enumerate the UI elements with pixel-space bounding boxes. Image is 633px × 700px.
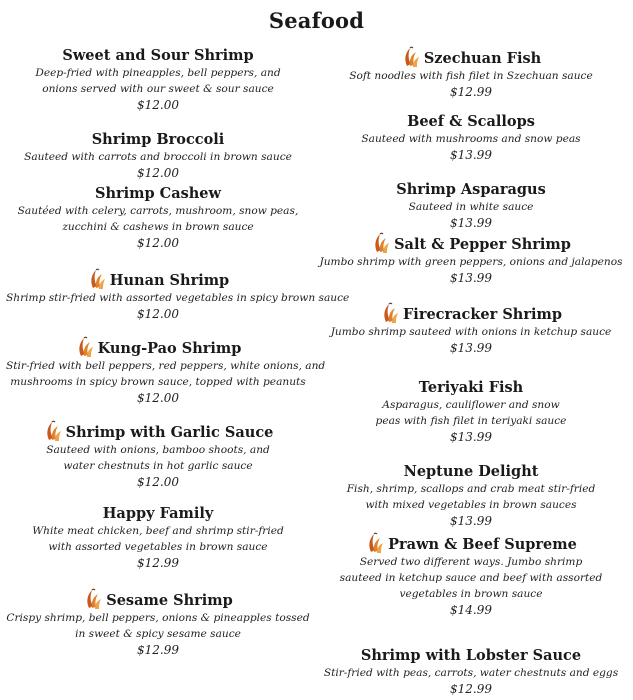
menu-item-price: $12.99 bbox=[137, 643, 179, 657]
menu-item-description: Jumbo shrimp with green peppers, onions and jalapenos bbox=[319, 256, 623, 268]
menu-item bbox=[318, 532, 624, 619]
menu-item-price: $12.00 bbox=[137, 166, 179, 180]
menu-item-name bbox=[6, 420, 310, 442]
menu-item-description: peas with fish filet in teriyaki sauce bbox=[375, 415, 567, 427]
menu-item-name bbox=[318, 112, 624, 131]
menu-item-price: $12.99 bbox=[450, 85, 492, 99]
menu-item-description: onions served with our sweet & sour sauce bbox=[42, 83, 274, 95]
menu-item-price: $13.99 bbox=[450, 271, 492, 285]
spicy-pepper-icon bbox=[365, 532, 385, 554]
menu-item-name bbox=[6, 336, 310, 358]
menu-item-name-text: Shrimp with Garlic Sauce bbox=[65, 424, 274, 441]
menu-item bbox=[6, 130, 310, 182]
menu-item-price: $13.99 bbox=[450, 341, 492, 355]
menu-item-description: Sautéed with celery, carrots, mushroom, snow peas, bbox=[17, 205, 299, 217]
menu-item-price: $13.99 bbox=[450, 148, 492, 162]
menu-item-price: $12.00 bbox=[137, 391, 179, 405]
menu-item bbox=[6, 504, 310, 572]
menu-item-description: Sauteed in white sauce bbox=[408, 201, 534, 213]
menu-item-name bbox=[318, 646, 624, 665]
menu-item-name bbox=[318, 232, 624, 254]
menu-item-name bbox=[6, 184, 310, 203]
menu-item-description: Asparagus, cauliflower and snow bbox=[382, 399, 560, 411]
menu-item-name bbox=[6, 46, 310, 65]
menu-item-description: water chestnuts in hot garlic sauce bbox=[63, 460, 253, 472]
menu-item-name bbox=[318, 302, 624, 324]
menu-item-price: $14.99 bbox=[450, 603, 492, 617]
menu-item-name bbox=[6, 130, 310, 149]
menu-item-price: $13.99 bbox=[450, 430, 492, 444]
menu-item-name bbox=[318, 180, 624, 199]
menu-item bbox=[6, 420, 310, 491]
menu-item-name-text: Shrimp with Lobster Sauce bbox=[360, 647, 582, 664]
spicy-pepper-icon bbox=[401, 46, 421, 68]
menu-item-name-text: Salt & Pepper Shrimp bbox=[394, 236, 571, 253]
menu-item-name-text: Prawn & Beef Supreme bbox=[388, 536, 577, 553]
menu-item-name-text: Hunan Shrimp bbox=[109, 272, 230, 289]
menu-item-price: $12.00 bbox=[137, 307, 179, 321]
menu-item-name-text: Neptune Delight bbox=[403, 463, 539, 480]
menu-item-price: $12.00 bbox=[137, 475, 179, 489]
menu-item bbox=[318, 462, 624, 530]
page-title: Seafood bbox=[268, 8, 365, 33]
menu-item-name-text: Happy Family bbox=[102, 505, 214, 522]
menu-item-name-text: Kung-Pao Shrimp bbox=[97, 340, 242, 357]
menu-item-name bbox=[6, 504, 310, 523]
spicy-pepper-icon bbox=[371, 232, 391, 254]
menu-item-name-text: Shrimp Broccoli bbox=[91, 131, 225, 148]
menu-item-name-text: Teriyaki Fish bbox=[418, 379, 524, 396]
menu-item-description: Sauteed with mushrooms and snow peas bbox=[361, 133, 581, 145]
menu-item-description: Fish, shrimp, scallops and crab meat stir-fried bbox=[346, 483, 596, 495]
menu-item-description: zucchini & cashews in brown sauce bbox=[62, 221, 254, 233]
menu-item-description: Crispy shrimp, bell peppers, onions & pineapples tossed bbox=[6, 612, 310, 624]
menu-item bbox=[6, 184, 310, 252]
menu-item-description: Stir-fried with peas, carrots, water chestnuts and eggs bbox=[323, 667, 619, 679]
menu-item-price: $12.00 bbox=[137, 98, 179, 112]
menu-item-name bbox=[318, 462, 624, 481]
menu-item bbox=[318, 112, 624, 164]
menu-item bbox=[6, 588, 310, 659]
menu-item-name-text: Sweet and Sour Shrimp bbox=[62, 47, 254, 64]
spicy-pepper-icon bbox=[380, 302, 400, 324]
spicy-pepper-icon bbox=[87, 268, 107, 290]
menu-item-price: $12.99 bbox=[137, 556, 179, 570]
menu-item-description: in sweet & spicy sesame sauce bbox=[75, 628, 241, 640]
menu-item-description: sauteed in ketchup sauce and beef with assorted bbox=[339, 572, 603, 584]
menu-item-description: Soft noodles with fish filet in Szechuan sauce bbox=[349, 70, 593, 82]
menu-item-description: with assorted vegetables in brown sauce bbox=[48, 541, 268, 553]
menu-item-description: Stir-fried with bell peppers, red peppers, white onions, and bbox=[6, 360, 326, 372]
menu-item-description: Served two different ways. Jumbo shrimp bbox=[359, 556, 583, 568]
menu-item-name bbox=[6, 588, 310, 610]
menu-item-name bbox=[6, 268, 310, 290]
spicy-pepper-icon bbox=[43, 420, 63, 442]
menu-item-description: Sauteed with onions, bamboo shoots, and bbox=[46, 444, 270, 456]
menu-item-price: $12.00 bbox=[137, 236, 179, 250]
menu-item-description: Deep-fried with pineapples, bell peppers, and bbox=[35, 67, 281, 79]
menu-item bbox=[318, 180, 624, 232]
menu-item-name bbox=[318, 46, 624, 68]
menu-item bbox=[6, 268, 350, 323]
menu-item-name-text: Beef & Scallops bbox=[407, 113, 535, 130]
menu-item-name bbox=[318, 532, 624, 554]
menu-item-name bbox=[318, 378, 624, 397]
menu-item bbox=[318, 232, 624, 287]
menu-item-description: Jumbo shrimp sauteed with onions in ketchup sauce bbox=[330, 326, 612, 338]
menu-item bbox=[318, 646, 624, 698]
menu-item bbox=[318, 46, 624, 101]
menu-item-name-text: Firecracker Shrimp bbox=[403, 306, 562, 323]
menu-item-description: with mixed vegetables in brown sauces bbox=[365, 499, 577, 511]
menu-item-price: $13.99 bbox=[450, 216, 492, 230]
menu-item-price: $13.99 bbox=[450, 514, 492, 528]
menu-item-description: Shrimp stir-fried with assorted vegetables in spicy brown sauce bbox=[6, 292, 350, 304]
menu-item-description: mushrooms in spicy brown sauce, topped with peanuts bbox=[10, 376, 306, 388]
menu-item-name-text: Szechuan Fish bbox=[423, 50, 542, 67]
menu-item-description: vegetables in brown sauce bbox=[399, 588, 543, 600]
menu-item-name-text: Shrimp Cashew bbox=[94, 185, 222, 202]
menu-item-description: White meat chicken, beef and shrimp stir-fried bbox=[32, 525, 284, 537]
menu-item bbox=[318, 378, 624, 446]
menu-item-name-text: Shrimp Asparagus bbox=[396, 181, 546, 198]
menu-item-description: Sauteed with carrots and broccoli in brown sauce bbox=[24, 151, 292, 163]
menu-item bbox=[6, 46, 310, 114]
menu-item bbox=[318, 302, 624, 357]
menu-item-price: $12.99 bbox=[450, 682, 492, 696]
spicy-pepper-icon bbox=[75, 336, 95, 358]
spicy-pepper-icon bbox=[83, 588, 103, 610]
menu-item-name-text: Sesame Shrimp bbox=[106, 592, 233, 609]
menu-item bbox=[6, 336, 326, 407]
